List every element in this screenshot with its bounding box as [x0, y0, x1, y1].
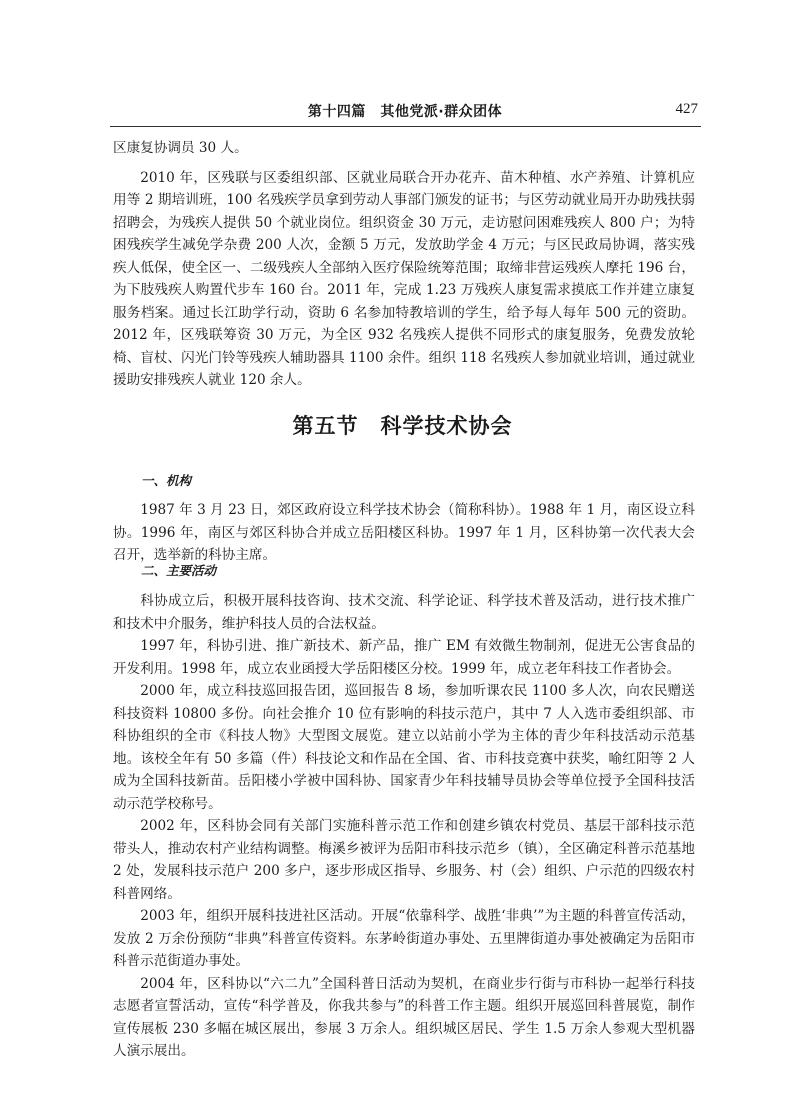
paragraph: 2003 年，组织开展科技进社区活动。开展“依靠科学、战胜‘非典’”为主题的科普宣传活动，发放 2 万余份预防“非典”科普宣传资料。东茅岭街道办事处、五里牌街道办事处被确定为岳阳市科普示范街道办事处。: [113, 908, 695, 969]
running-header: [110, 101, 700, 123]
header-rule: [110, 126, 701, 127]
organization-text: [113, 499, 695, 567]
subheading-activities: 二、主要活动: [141, 563, 217, 578]
paragraph: 科协成立后，积极开展科技咨询、技术交流、科学论证、科学技术普及活动，进行技术推广和技术中介服务，维护科技人员的合法权益。: [113, 593, 695, 632]
paragraph: 1997 年，科协引进、推广新技术、新产品，推广 EM 有效微生物制剂，促进无公害食品的开发利用。1998 年，成立农业函授大学岳阳楼区分校。1999 年，成立老年科技工作者协会。: [113, 638, 695, 677]
paragraph: 区康复协调员 30 人。: [113, 140, 248, 156]
paragraph: 2004 年，区科协以“六二九”全国科普日活动为契机，在商业步行街与市科协一起举行科技志愿者宣誓活动，宣传“科学普及，你我共参与”的科普工作主题。组织开展巡回科普展览，制作宣传展板 230 多幅在城区展出，参展 3 万余人。组织城区居民、学生 1.5 万余人参观大型机器人演示展出。: [113, 975, 695, 1059]
paragraph: 2010 年，区残联与区委组织部、区就业局联合开办花卉、苗木种植、水产养殖、计算机应用等 2 期培训班，100 名残疾学员拿到劳动人事部门颁发的证书；与区劳动就业局开办助残扶弱招聘会，为残疾人提供 50 个就业岗位。组织资金 30 万元，走访慰问困难残疾人 800 户；为特困残疾学生减免学杂费 200 人次，金额 5 万元，发放助学金 4 万元；与区民政局协调，落实残疾人低保，使全区一、二级残疾人全部纳入医疗保险统筹范围；取缔非营运残疾人摩托 196 台，为下肢残疾人购置代步车 160 台。2011 年，完成 1.23 万残疾人康复需求摸底工作并建立康复服务档案。通过长江助学行动，资助 6 名参加特教培训的学生，给予每人每年 500 元的资助。2012 年，区残联筹资 30 万元，为全区 932 名残疾人提供不同形式的康复服务，免费发放轮椅、盲杖、闪光门铃等残疾人辅助器具 1100 余件。组织 118 名残疾人参加就业培训，通过就业援助安排残疾人就业 120 余人。: [113, 169, 695, 388]
subheading-organization: 一、机构: [141, 473, 192, 488]
intro-text: [113, 137, 695, 392]
running-header-title: 第十四篇 其他党派·群众团体: [307, 104, 503, 120]
activities-text: [113, 590, 695, 1063]
paragraph: 1987 年 3 月 23 日，郊区政府设立科学技术协会（简称科协）。1988 年 1 月，南区设立科协。1996 年，南区与郊区科协合并成立岳阳楼区科协。1997 年 1 月，区科协第一次代表大会召开，选举新的科协主席。: [113, 502, 695, 563]
page-number: 427: [675, 101, 698, 117]
section-title: 第五节 科学技术协会: [292, 414, 513, 438]
paragraph: 2002 年，区科协会同有关部门实施科普示范工作和创建乡镇农村党员、基层干部科技示范带头人，推动农村产业结构调整。梅溪乡被评为岳阳市科技示范乡（镇），全区确定科普示范基地 2 处，发展科技示范户 200 多户，逐步形成区指导、乡服务、村（会）组织、户示范的四级农村科普网络。: [113, 818, 695, 902]
paragraph: 2000 年，成立科技巡回报告团，巡回报告 8 场，参加听课农民 1100 多人次，向农民赠送科技资料 10800 多份。向社会推介 10 位有影响的科技示范户，其中 7 人入选市委组织部、市科协组织的全市《科技人物》大型图文展览。建立以站前小学为主体的青少年科技活动示范基地。该校全年有 50 多篇（件）科技论文和作品在全国、省、市科技竞赛中获奖，喻红阳等 2 人成为全国科技新苗。岳阳楼小学被中国科协、国家青少年科技辅导员协会等单位授予全国科技活动示范学校称号。: [113, 683, 695, 812]
